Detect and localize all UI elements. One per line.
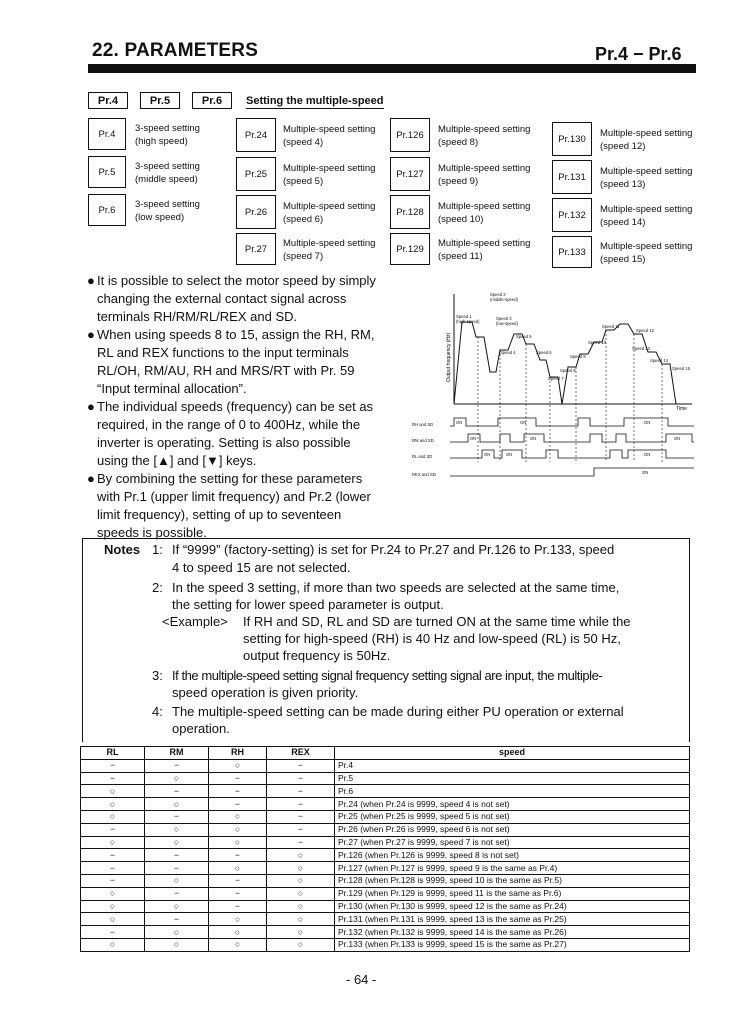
cell-rex: − (267, 785, 335, 798)
cell-speed: Pr.6 (335, 785, 690, 798)
cell-rex: − (267, 759, 335, 772)
speed-label-2: Speed 2 (490, 292, 506, 297)
speed-label-7: Speed 7 (548, 376, 564, 381)
table-row (81, 938, 690, 951)
note-example-line-1: If RH and SD, RL and SD are turned ON at the same time while the (243, 614, 631, 629)
bullet-dot: ● (87, 327, 95, 342)
table-row (81, 862, 690, 875)
bullet-3-line-4: using the [▲] and [▼] keys. (97, 453, 257, 468)
cell-rl: − (81, 874, 145, 887)
table-row (81, 759, 690, 772)
cell-rh: ○ (209, 926, 267, 939)
param-desc-pr130: Multiple-speed setting (speed 12) (600, 128, 693, 152)
table-row (81, 926, 690, 939)
cell-rl: ○ (81, 836, 145, 849)
param-desc-pr128: Multiple-speed setting (speed 10) (438, 201, 531, 225)
table-row (81, 772, 690, 785)
table-row (81, 836, 690, 849)
note-2-line-1: In the speed 3 setting, if more than two speeds are selected at the same time, (172, 580, 620, 595)
speed-label-3: Speed 3 (496, 316, 512, 321)
row-label-rex: REX and SD (412, 472, 436, 477)
table-row (81, 874, 690, 887)
cell-speed: Pr.127 (when Pr.127 is 9999, speed 9 is the same as Pr.4) (335, 862, 690, 875)
bullet-1 (87, 272, 407, 326)
cell-rex: ○ (267, 849, 335, 862)
note-example-line-2: setting for high-speed (RH) is 40 Hz and low-speed (RL) is 50 Hz, (243, 631, 621, 646)
note-1-line-2: 4 to speed 15 are not selected. (172, 560, 351, 575)
signal-rm (450, 434, 694, 442)
cell-rh: − (209, 900, 267, 913)
speed-label-3-sub: (low-speed) (496, 321, 518, 326)
frequency-curve-2 (562, 324, 676, 404)
cell-speed: Pr.26 (when Pr.26 is 9999, speed 6 is not set) (335, 823, 690, 836)
cell-rex: ○ (267, 913, 335, 926)
bullet-2-line-4: “Input terminal allocation”. (97, 381, 247, 396)
note-example-line-3: output frequency is 50Hz. (243, 648, 391, 663)
cell-speed: Pr.132 (when Pr.132 is 9999, speed 14 is the same as Pr.26) (335, 926, 690, 939)
cell-rex: ○ (267, 887, 335, 900)
col-header-rex: REX (267, 747, 335, 760)
on-label: ON (484, 452, 491, 457)
cell-rl: − (81, 926, 145, 939)
table-row (81, 887, 690, 900)
note-3-line-2: speed operation is given priority. (172, 685, 359, 700)
bullet-4-line-3: limit frequency), setting of up to seventeen (97, 507, 342, 522)
param-box-pr133: Pr.133 (552, 236, 592, 268)
param-desc-pr24: Multiple-speed setting (speed 4) (283, 124, 376, 148)
cell-rh: − (209, 772, 267, 785)
cell-speed: Pr.131 (when Pr.131 is 9999, speed 13 is the same as Pr.25) (335, 913, 690, 926)
header-rule (88, 64, 696, 73)
param-desc-pr6: 3-speed setting (low speed) (135, 199, 200, 223)
param-box-pr128: Pr.128 (390, 195, 430, 229)
bullet-2-line-2: RL and REX functions to the input terminals (97, 345, 349, 360)
bullet-1-line-3: terminals RH/RM/RL/REX and SD. (97, 309, 298, 324)
speed-label-6: Speed 6 (536, 350, 552, 355)
bullet-dot: ● (87, 273, 95, 288)
param-desc-pr131: Multiple-speed setting (speed 13) (600, 166, 693, 190)
tab-pr6: Pr.6 (192, 92, 232, 109)
time-label: Time (676, 406, 687, 412)
param-box-pr126: Pr.126 (390, 118, 430, 152)
cell-rex: ○ (267, 874, 335, 887)
cell-rm: − (145, 849, 209, 862)
tab-title: Setting the multiple-speed (246, 95, 384, 107)
param-desc-pr129: Multiple-speed setting (speed 11) (438, 238, 531, 262)
cell-rh: − (209, 849, 267, 862)
param-box-pr130: Pr.130 (552, 122, 592, 156)
speed-label-1: Speed 1 (456, 314, 472, 319)
table-row (81, 798, 690, 811)
signal-rex (450, 468, 694, 476)
table-row (81, 810, 690, 823)
bullet-1-line-1: It is possible to select the motor speed by simply (97, 273, 376, 288)
param-box-pr24: Pr.24 (236, 118, 276, 152)
speed-label-9: Speed 9 (570, 354, 586, 359)
bullet-3-line-3: inverter is operating. Setting is also possible (97, 435, 351, 450)
param-box-pr131: Pr.131 (552, 160, 592, 194)
cell-rex: − (267, 798, 335, 811)
param-box-pr129: Pr.129 (390, 233, 430, 265)
cell-rh: ○ (209, 810, 267, 823)
cell-rl: ○ (81, 798, 145, 811)
page-number: - 64 - (346, 972, 377, 987)
speed-label-4: Speed 4 (500, 350, 516, 355)
param-box-pr6: Pr.6 (88, 194, 126, 226)
cell-rl: ○ (81, 938, 145, 951)
col-header-rh: RH (209, 747, 267, 760)
cell-rh: ○ (209, 938, 267, 951)
table-row (81, 785, 690, 798)
cell-rm: − (145, 759, 209, 772)
param-box-pr132: Pr.132 (552, 198, 592, 232)
table-row (81, 900, 690, 913)
parameter-range: Pr.4 − Pr.6 (595, 44, 682, 64)
cell-rm: − (145, 887, 209, 900)
col-header-rm: RM (145, 747, 209, 760)
cell-rl: ○ (81, 900, 145, 913)
on-label: ON (644, 420, 651, 425)
cell-rl: ○ (81, 913, 145, 926)
bullet-3-line-1: The individual speeds (frequency) can be set as (97, 399, 374, 414)
cell-speed: Pr.129 (when Pr.129 is 9999, speed 11 is the same as Pr.6) (335, 887, 690, 900)
bullet-1-line-2: changing the external contact signal across (97, 291, 347, 306)
param-box-pr4: Pr.4 (88, 118, 126, 150)
tab-pr5: Pr.5 (140, 92, 180, 109)
note-4-line-2: operation. (172, 721, 230, 736)
on-label: ON (674, 436, 681, 441)
bullet-4-line-2: with Pr.1 (upper limit frequency) and Pr.2 (lower (97, 489, 371, 504)
cell-rh: − (209, 785, 267, 798)
cell-rex: ○ (267, 900, 335, 913)
speed-label-1-sub: (high-speed) (456, 319, 480, 324)
param-desc-pr5: 3-speed setting (middle speed) (135, 161, 200, 185)
cell-rh: − (209, 874, 267, 887)
cell-rm: − (145, 913, 209, 926)
on-label: ON (642, 470, 649, 475)
bullet-dot: ● (87, 399, 95, 414)
cell-rl: − (81, 849, 145, 862)
note-2-line-2: the setting for lower speed parameter is output. (172, 597, 444, 612)
cell-rm: ○ (145, 798, 209, 811)
on-label: ON (456, 420, 463, 425)
cell-speed: Pr.27 (when Pr.27 is 9999, speed 7 is not set) (335, 836, 690, 849)
speed-label-5: Speed 5 (516, 334, 532, 339)
cell-rm: ○ (145, 772, 209, 785)
cell-rl: − (81, 759, 145, 772)
note-example-label: <Example> (162, 614, 228, 629)
section-title: 22. PARAMETERS (92, 40, 259, 61)
note-3-num: 3: (152, 668, 163, 683)
cell-rh: ○ (209, 759, 267, 772)
cell-speed: Pr.25 (when Pr.25 is 9999, speed 5 is not set) (335, 810, 690, 823)
col-header-speed: speed (335, 747, 690, 760)
speed-label-2-sub: (middle-speed) (490, 297, 518, 302)
param-desc-pr4: 3-speed setting (high speed) (135, 123, 200, 147)
row-label-rh: RH and SD (412, 422, 434, 427)
speed-timing-diagram (410, 282, 700, 482)
table-row (81, 823, 690, 836)
signal-rh (450, 418, 694, 426)
cell-rex: − (267, 836, 335, 849)
speed-selection-table (80, 746, 690, 952)
cell-speed: Pr.130 (when Pr.130 is 9999, speed 12 is the same as Pr.24) (335, 900, 690, 913)
row-label-rl: RL and SD (412, 454, 433, 459)
cell-rl: ○ (81, 810, 145, 823)
speed-label-12: Speed 12 (636, 328, 654, 333)
tab-pr4: Pr.4 (88, 92, 128, 109)
speed-label-11: Speed 11 (602, 324, 620, 329)
speed-label-14: Speed 14 (650, 358, 668, 363)
cell-rex: − (267, 810, 335, 823)
cell-speed: Pr.5 (335, 772, 690, 785)
cell-rm: ○ (145, 823, 209, 836)
cell-rex: − (267, 823, 335, 836)
cell-speed: Pr.24 (when Pr.24 is 9999, speed 4 is not set) (335, 798, 690, 811)
bullet-2 (87, 326, 407, 398)
on-label: ON (520, 420, 527, 425)
param-desc-pr127: Multiple-speed setting (speed 9) (438, 163, 531, 187)
cell-rm: ○ (145, 874, 209, 887)
cell-rh: ○ (209, 823, 267, 836)
param-box-pr27: Pr.27 (236, 233, 276, 265)
cell-rm: − (145, 862, 209, 875)
cell-rh: − (209, 798, 267, 811)
cell-rh: ○ (209, 836, 267, 849)
cell-rl: ○ (81, 785, 145, 798)
cell-rex: ○ (267, 926, 335, 939)
cell-rl: − (81, 862, 145, 875)
param-box-pr5: Pr.5 (88, 156, 126, 188)
param-desc-pr27: Multiple-speed setting (speed 7) (283, 238, 376, 262)
cell-rl: − (81, 823, 145, 836)
note-4-num: 4: (152, 704, 163, 719)
cell-rex: ○ (267, 862, 335, 875)
cell-rex: − (267, 772, 335, 785)
cell-rl: − (81, 772, 145, 785)
cell-rm: − (145, 810, 209, 823)
param-desc-pr26: Multiple-speed setting (speed 6) (283, 201, 376, 225)
note-2-num: 2: (152, 580, 163, 595)
cell-rex: ○ (267, 938, 335, 951)
param-desc-pr133: Multiple-speed setting (speed 15) (600, 241, 693, 265)
bullet-2-line-1: When using speeds 8 to 15, assign the RH, RM, (97, 327, 375, 342)
cell-speed: Pr.128 (when Pr.128 is 9999, speed 10 is the same as Pr.5) (335, 874, 690, 887)
bullet-list (87, 272, 407, 542)
param-desc-pr132: Multiple-speed setting (speed 14) (600, 204, 693, 228)
on-label: ON (530, 436, 537, 441)
note-1-line-1: If “9999” (factory-setting) is set for Pr.24 to Pr.27 and Pr.126 to Pr.133, speed (172, 542, 615, 557)
bullet-3 (87, 398, 407, 470)
speed-label-8: Speed 8 (560, 368, 576, 373)
cell-rm: ○ (145, 900, 209, 913)
table-row (81, 913, 690, 926)
table-row (81, 849, 690, 862)
cell-rm: − (145, 785, 209, 798)
notes-label: Notes (104, 542, 141, 557)
cell-rh: ○ (209, 862, 267, 875)
param-box-pr127: Pr.127 (390, 157, 430, 191)
cell-speed: Pr.4 (335, 759, 690, 772)
bullet-2-line-3: RL/OH, RM/AU, RH and MRS/RT with Pr. 59 (97, 363, 355, 378)
param-box-pr25: Pr.25 (236, 157, 276, 191)
cell-rm: ○ (145, 926, 209, 939)
param-desc-pr25: Multiple-speed setting (speed 5) (283, 163, 376, 187)
note-1-num: 1: (152, 542, 163, 557)
param-desc-pr126: Multiple-speed setting (speed 8) (438, 124, 531, 148)
table-header-row (81, 747, 690, 760)
bullet-dot: ● (87, 471, 95, 486)
cell-rh: − (209, 887, 267, 900)
row-label-rm: RM and SD (412, 438, 434, 443)
speed-label-13: Speed 13 (632, 346, 650, 351)
cell-rl: ○ (81, 887, 145, 900)
y-axis-label: Output frequency (Hz) (446, 332, 452, 382)
on-label: ON (470, 436, 477, 441)
bullet-3-line-2: required, in the range of 0 to 400Hz, while the (97, 417, 361, 432)
cell-speed: Pr.126 (when Pr.126 is 9999, speed 8 is not set) (335, 849, 690, 862)
cell-rm: ○ (145, 836, 209, 849)
bullet-4-line-4: speeds is possible. (97, 525, 207, 540)
cell-speed: Pr.133 (when Pr.133 is 9999, speed 15 is the same as Pr.27) (335, 938, 690, 951)
note-3-line-1: If the multiple-speed setting signal frequency setting signal are input, the multiple- (172, 668, 603, 683)
cell-rh: ○ (209, 913, 267, 926)
col-header-rl: RL (81, 747, 145, 760)
speed-label-10: Speed 10 (588, 340, 606, 345)
note-4-line-1: The multiple-speed setting can be made during either PU operation or external (172, 704, 624, 719)
param-box-pr26: Pr.26 (236, 195, 276, 229)
on-label: ON (644, 452, 651, 457)
bullet-4 (87, 470, 407, 542)
speed-label-15: Speed 15 (672, 366, 690, 371)
frequency-curve-1 (454, 322, 562, 404)
cell-rm: ○ (145, 938, 209, 951)
bullet-4-line-1: By combining the setting for these parameters (97, 471, 363, 486)
on-label: ON (506, 452, 513, 457)
